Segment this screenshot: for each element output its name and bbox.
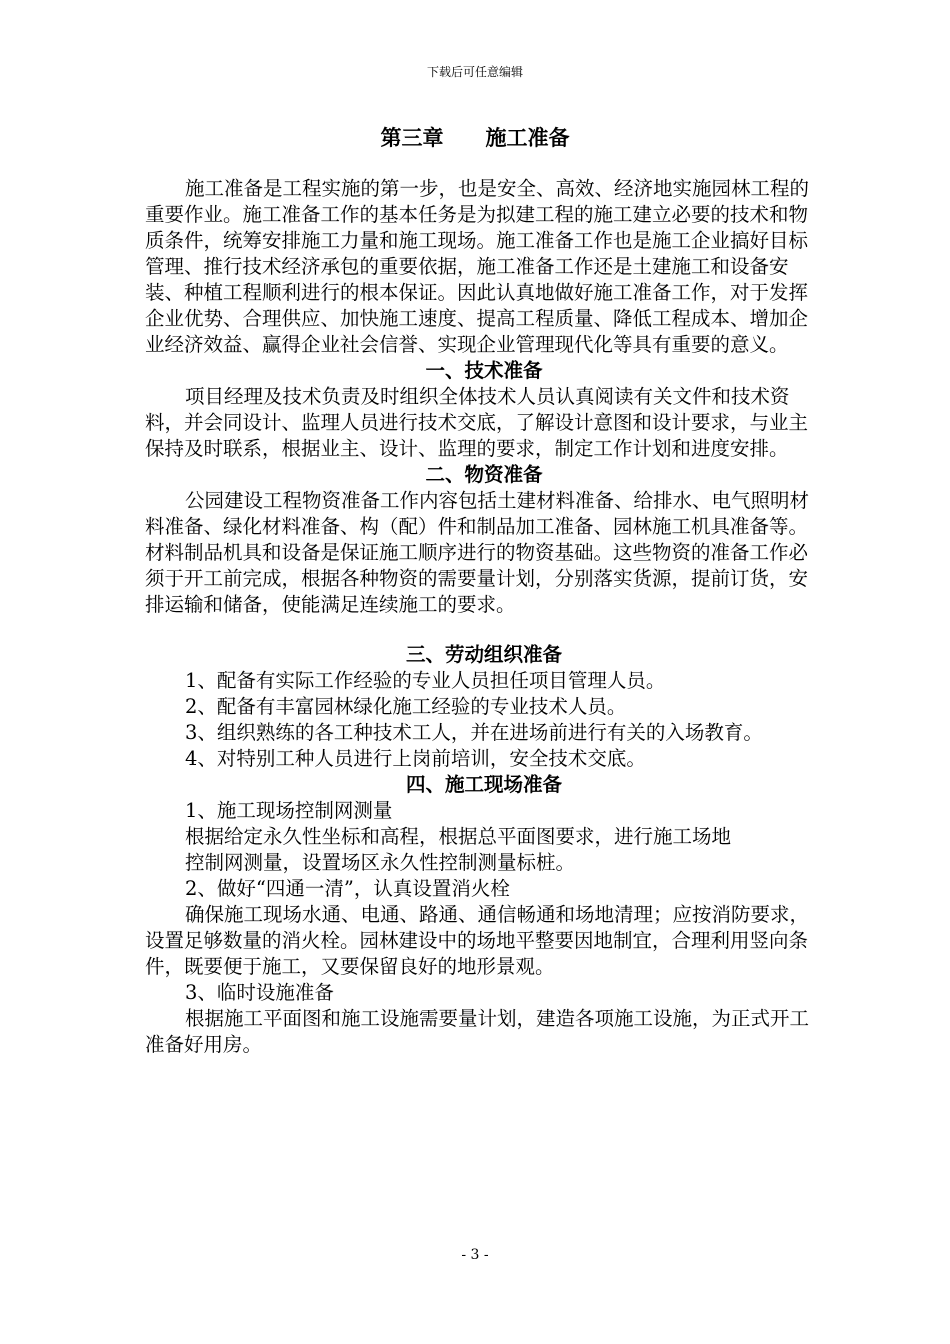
list-item: 2、配备有丰富园林绿化施工经验的专业技术人员。 bbox=[185, 695, 627, 718]
subheading: 3、临时设施准备 bbox=[185, 981, 334, 1004]
section-title-site: 四、施工现场准备 bbox=[405, 773, 562, 796]
header-note: 下载后可任意编辑 bbox=[426, 65, 523, 79]
subheading: 1、施工现场控制网测量 bbox=[185, 799, 393, 822]
spacer bbox=[145, 618, 823, 642]
section-title-materials: 二、物资准备 bbox=[425, 463, 543, 486]
document-body bbox=[145, 176, 823, 1058]
paragraph: 控制网测量，设置场区永久性控制测量标桩。 bbox=[185, 851, 576, 874]
section-title-labor: 三、劳动组织准备 bbox=[405, 643, 562, 666]
section-title-technical: 一、技术准备 bbox=[425, 359, 543, 382]
list-item: 4、对特别工种人员进行上岗前培训，安全技术交底。 bbox=[185, 747, 646, 770]
page-number: - 3 - bbox=[461, 1247, 489, 1263]
list-item: 1、配备有实际工作经验的专业人员担任项目管理人员。 bbox=[185, 669, 666, 692]
paragraph: 根据给定永久性坐标和高程，根据总平面图要求，进行施工场地 bbox=[185, 825, 732, 848]
paragraph: 根据施工平面图和施工设施需要量计划，建造各项施工设施，为正式开工准备好用房。 bbox=[145, 1007, 810, 1056]
paragraph: 确保施工现场水通、电通、路通、通信畅通和场地清理；应按消防要求，设置足够数量的消火栓。园林建设中的场地平整要因地制宜，合理利用竖向条件，既要便于施工，又要保留良好的地形景观。 bbox=[145, 903, 810, 978]
subheading: 2、做好“四通一清”，认真设置消火栓 bbox=[185, 877, 510, 900]
intro-paragraph: 施工准备是工程实施的第一步，也是安全、高效、经济地实施园林工程的重要作业。施工准备工作的基本任务是为拟建工程的施工建立必要的技术和物质条件，统筹安排施工力量和施工现场。施工准备工作也是施工企业搞好目标管理、推行技术经济承包的重要依据，施工准备工作还是土建施工和设备安装、种植工程顺利进行的根本保证。因此认真地做好施工准备工作，对于发挥企业优势、合理供应、加快施工速度、提高工程质量、降低工程成本、增加企业经济效益、赢得企业社会信誉、实现企业管理现代化等具有重要的意义。 bbox=[145, 177, 810, 356]
paragraph: 公园建设工程物资准备工作内容包括土建材料准备、给排水、电气照明材料准备、绿化材料准备、构（配）件和制品加工准备、园林施工机具准备等。材料制品机具和设备是保证施工顺序进行的物资基础。这些物资的准备工作必须于开工前完成，根据各种物资的需要量计划，分别落实货源，提前订货，安排运输和储备，使能满足连续施工的要求。 bbox=[145, 489, 810, 616]
paragraph: 项目经理及技术负责及时组织全体技术人员认真阅读有关文件和技术资料，并会同设计、监理人员进行技术交底，了解设计意图和设计要求，与业主保持及时联系，根据业主、设计、监理的要求，制定工作计划和进度安排。 bbox=[145, 385, 809, 460]
list-item: 3、组织熟练的各工种技术工人，并在进场前进行有关的入场教育。 bbox=[185, 721, 763, 744]
chapter-title: 第三章 施工准备 bbox=[380, 125, 570, 150]
